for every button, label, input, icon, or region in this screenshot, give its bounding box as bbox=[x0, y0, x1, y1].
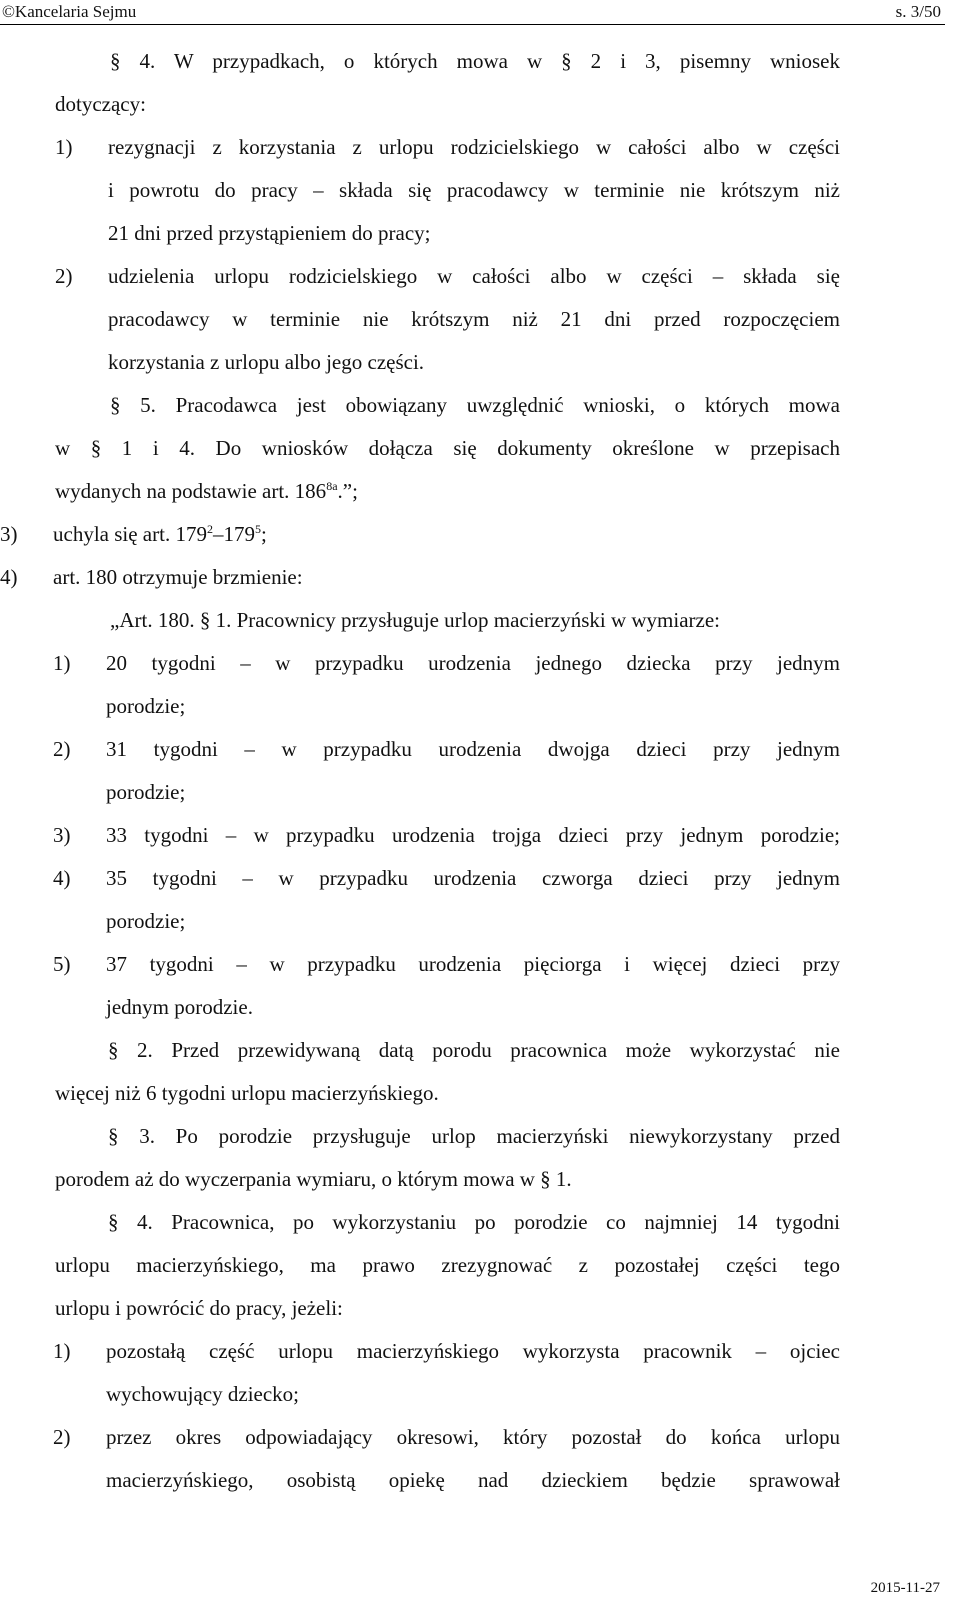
text-line: udzielenia urlopu rodzicielskiego w całości albo w części – składa się bbox=[108, 264, 840, 288]
list-number: 1) bbox=[53, 1339, 71, 1363]
list-item bbox=[53, 642, 840, 685]
list-number: 3) bbox=[53, 823, 71, 847]
text-line: jednym porodzie. bbox=[106, 995, 253, 1019]
text-line: macierzyńskiego, osobistą opiekę nad dzieckiem będzie sprawował bbox=[106, 1468, 840, 1492]
text-line: dotyczący: bbox=[55, 92, 146, 116]
text-line: porodem aż do wyczerpania wymiaru, o którym mowa w § 1. bbox=[55, 1167, 572, 1191]
header-page-number: s. 3/50 bbox=[895, 2, 941, 21]
text-line: 37 tygodni – w przypadku urodzenia pięciorga i więcej dzieci przy bbox=[106, 952, 840, 976]
text-line: uchyla się art. $179^2-179^5$; bbox=[53, 522, 267, 546]
text-line: 33 tygodni – w przypadku urodzenia trojga dzieci przy jednym porodzie; bbox=[106, 823, 840, 847]
list-item bbox=[53, 814, 840, 857]
list-number: 1) bbox=[53, 651, 71, 675]
list-number: 2) bbox=[53, 737, 71, 761]
text-line: § 2. Przed przewidywaną datą porodu pracownica może wykorzystać nie bbox=[108, 1038, 840, 1062]
page-header bbox=[0, 0, 945, 25]
list-number: 2) bbox=[53, 1425, 71, 1449]
list-item bbox=[53, 1416, 840, 1459]
list-number: 1) bbox=[55, 135, 73, 159]
list-item bbox=[53, 943, 840, 986]
footer-date: 2015-11-27 bbox=[870, 1580, 940, 1596]
list-item bbox=[53, 857, 840, 900]
text-line: więcej niż 6 tygodni urlopu macierzyńskiego. bbox=[55, 1081, 439, 1105]
text-line: pracodawcy w terminie nie krótszym niż 21 dni przed rozpoczęciem bbox=[108, 307, 840, 331]
text-line: § 5. Pracodawca jest obowiązany uwzględnić wnioski, o których mowa bbox=[110, 393, 840, 417]
text-line: wychowujący dziecko; bbox=[106, 1382, 300, 1406]
text-line: porodzie; bbox=[106, 780, 186, 804]
list-item bbox=[0, 513, 840, 556]
text-line: art. 180 otrzymuje brzmienie: bbox=[53, 565, 303, 589]
list-number: 5) bbox=[53, 952, 71, 976]
text-line: pozostałą część urlopu macierzyńskiego wykorzysta pracownik – ojciec bbox=[106, 1339, 840, 1363]
list-number: 2) bbox=[55, 264, 73, 288]
text-line: porodzie; bbox=[106, 909, 186, 933]
list-number: 4) bbox=[0, 565, 18, 589]
list-item bbox=[53, 728, 840, 771]
text-line: w § 1 i 4. Do wniosków dołącza się dokumenty określone w przepisach bbox=[55, 436, 840, 460]
text-line: 35 tygodni – w przypadku urodzenia czworga dzieci przy jednym bbox=[106, 866, 840, 890]
text-line: § 3. Po porodzie przysługuje urlop macierzyński niewykorzystany przed bbox=[108, 1124, 840, 1148]
list-item bbox=[0, 556, 840, 599]
text-line: porodzie; bbox=[106, 694, 186, 718]
list-number: 3) bbox=[0, 522, 18, 546]
text-line: § 4. W przypadkach, o których mowa w § 2 i 3, pisemny wniosek bbox=[110, 49, 840, 73]
text-line: urlopu i powrócić do pracy, jeżeli: bbox=[55, 1296, 343, 1320]
text-line: korzystania z urlopu albo jego części. bbox=[108, 350, 425, 374]
text-line: 20 tygodni – w przypadku urodzenia jednego dziecka przy jednym bbox=[106, 651, 840, 675]
list-item bbox=[55, 126, 840, 169]
text-line: rezygnacji z korzystania z urlopu rodzicielskiego w całości albo w części bbox=[108, 135, 840, 159]
document-body bbox=[0, 40, 840, 1502]
text-line: 31 tygodni – w przypadku urodzenia dwojga dzieci przy jednym bbox=[106, 737, 840, 761]
text-line: „Art. 180. § 1. Pracownicy przysługuje urlop macierzyński w wymiarze: bbox=[110, 608, 720, 632]
text-line: 21 dni przed przystąpieniem do pracy; bbox=[108, 221, 431, 245]
list-number: 4) bbox=[53, 866, 71, 890]
text-line: wydanych na podstawie art. $186^{8a}$.”; bbox=[55, 479, 358, 503]
header-copyright: ©Kancelaria Sejmu bbox=[2, 2, 137, 21]
list-item bbox=[55, 255, 840, 298]
list-item bbox=[53, 1330, 840, 1373]
text-line: i powrotu do pracy – składa się pracodawcy w terminie nie krótszym niż bbox=[108, 178, 840, 202]
text-line: urlopu macierzyńskiego, ma prawo zrezygnować z pozostałej części tego bbox=[55, 1253, 840, 1277]
text-line: przez okres odpowiadający okresowi, który pozostał do końca urlopu bbox=[106, 1425, 840, 1449]
text-line: § 4. Pracownica, po wykorzystaniu po porodzie co najmniej 14 tygodni bbox=[108, 1210, 840, 1234]
